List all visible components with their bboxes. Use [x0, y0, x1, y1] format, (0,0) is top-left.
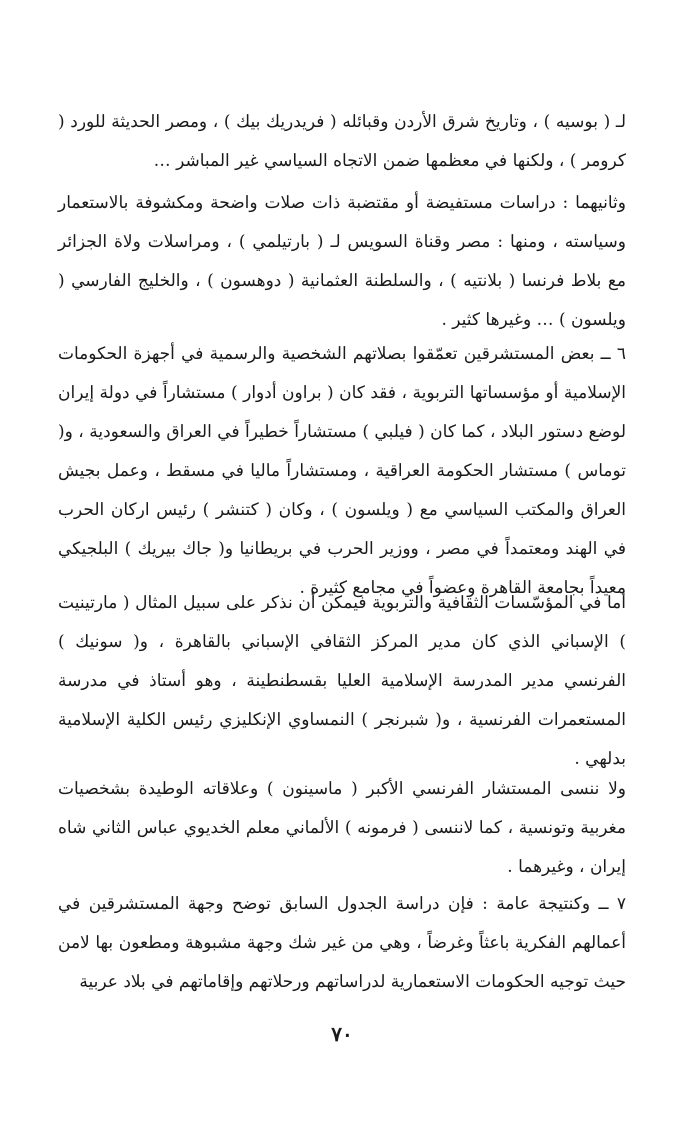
paragraph-4-block — [58, 584, 626, 779]
paragraph-6: ٧ ــ وكنتيجة عامة : فإن دراسة الجدول السابق توضح وجهة المستشرقين في أعمالهم الفكرية باعثاً وغرضاً ، وهي من غير شك وجهة مشبوهة ومطعون بها لامن حيث توجيه الحكومات الاستعمارية لدراساتهم ورحلاتهم وإقاماتهم في بلاد عربية — [58, 894, 626, 992]
paragraph-5: ولا ننسى المستشار الفرنسي الأكبر ( ماسينون ) وعلاقاته الوطيدة بشخصيات مغربية وتونسية ، كما لاننسى ( فرمونه ) الألماني معلم الخديوي عباس الثاني شاه إيران ، وغيرهما . — [58, 779, 626, 877]
paragraph-4: أما في المؤسّسات الثقافية والتربوية فيمكن أن نذكر على سبيل المثال ( مارتينيت ) الإسباني الذي كان مدير المركز الثقافي الإسباني بالقاهرة ، و( سونيك ) الفرنسي مدير المدرسة الإسلامية العليا بقسطنطينة ، وهو أستاذ في مدرسة المستعمرات الفرنسية ، و( شبرنجر ) النمساوي الإنكليزي رئيس الكلية الإسلامية بدلهي . — [58, 593, 626, 769]
paragraph-2: وثانيهما : دراسات مستفيضة أو مقتضبة ذات صلات واضحة ومكشوفة بالاستعمار وسياسته ، ومنها : مصر وقناة السويس لـ ( بارتيلمي ) ، ومراسلات ولاة الجزائر مع بلاط فرنسا ( بلانتيه ) ، والسلطنة العثمانية ( دوهسون ) ، والخليج الفارسي ( ويلسون ) … وغيرها كثير . — [58, 193, 626, 330]
paragraph-3: ٦ ــ بعض المستشرقين تعمّقوا بصلاتهم الشخصية والرسمية في أجهزة الحكومات الإسلامية أو مؤسساتها التربوية ، فقد كان ( براون أدوار ) مستشاراً في دولة إيران لوضع دستور البلاد ، كما كان ( فيلبي ) مستشاراً خطيراً في العراق والسعودية ، و( توماس ) مستشار الحكومة العراقية ، ومستشاراً ماليا في مسقط ، وعمل بجيش العراق والمكتب السياسي مع ( ويلسون ) ، وكان ( كتنشر ) رئيس اركان الحرب في الهند ومعتمداً في مصر ، ووزير الحرب في بريطانيا و( جاك بيريك ) البلجيكي معيداً بجامعة القاهرة وعضواً في مجامع كثيرة . — [58, 344, 626, 598]
paragraph-1: لـ ( بوسيه ) ، وتاريخ شرق الأردن وقبائله ( فريدريك بيك ) ، ومصر الحديثة للورد ( كرومر ) ، ولكنها في معظمها ضمن الاتجاه السياسي غير المباشر … — [58, 112, 626, 171]
paragraph-6-block — [58, 885, 626, 1002]
paragraph-3-block — [58, 335, 626, 608]
paragraph-5-block — [58, 770, 626, 887]
paragraph-2-block — [58, 184, 626, 340]
paragraph-1-block — [58, 103, 626, 181]
page-number: ٧٠ — [331, 1022, 353, 1046]
